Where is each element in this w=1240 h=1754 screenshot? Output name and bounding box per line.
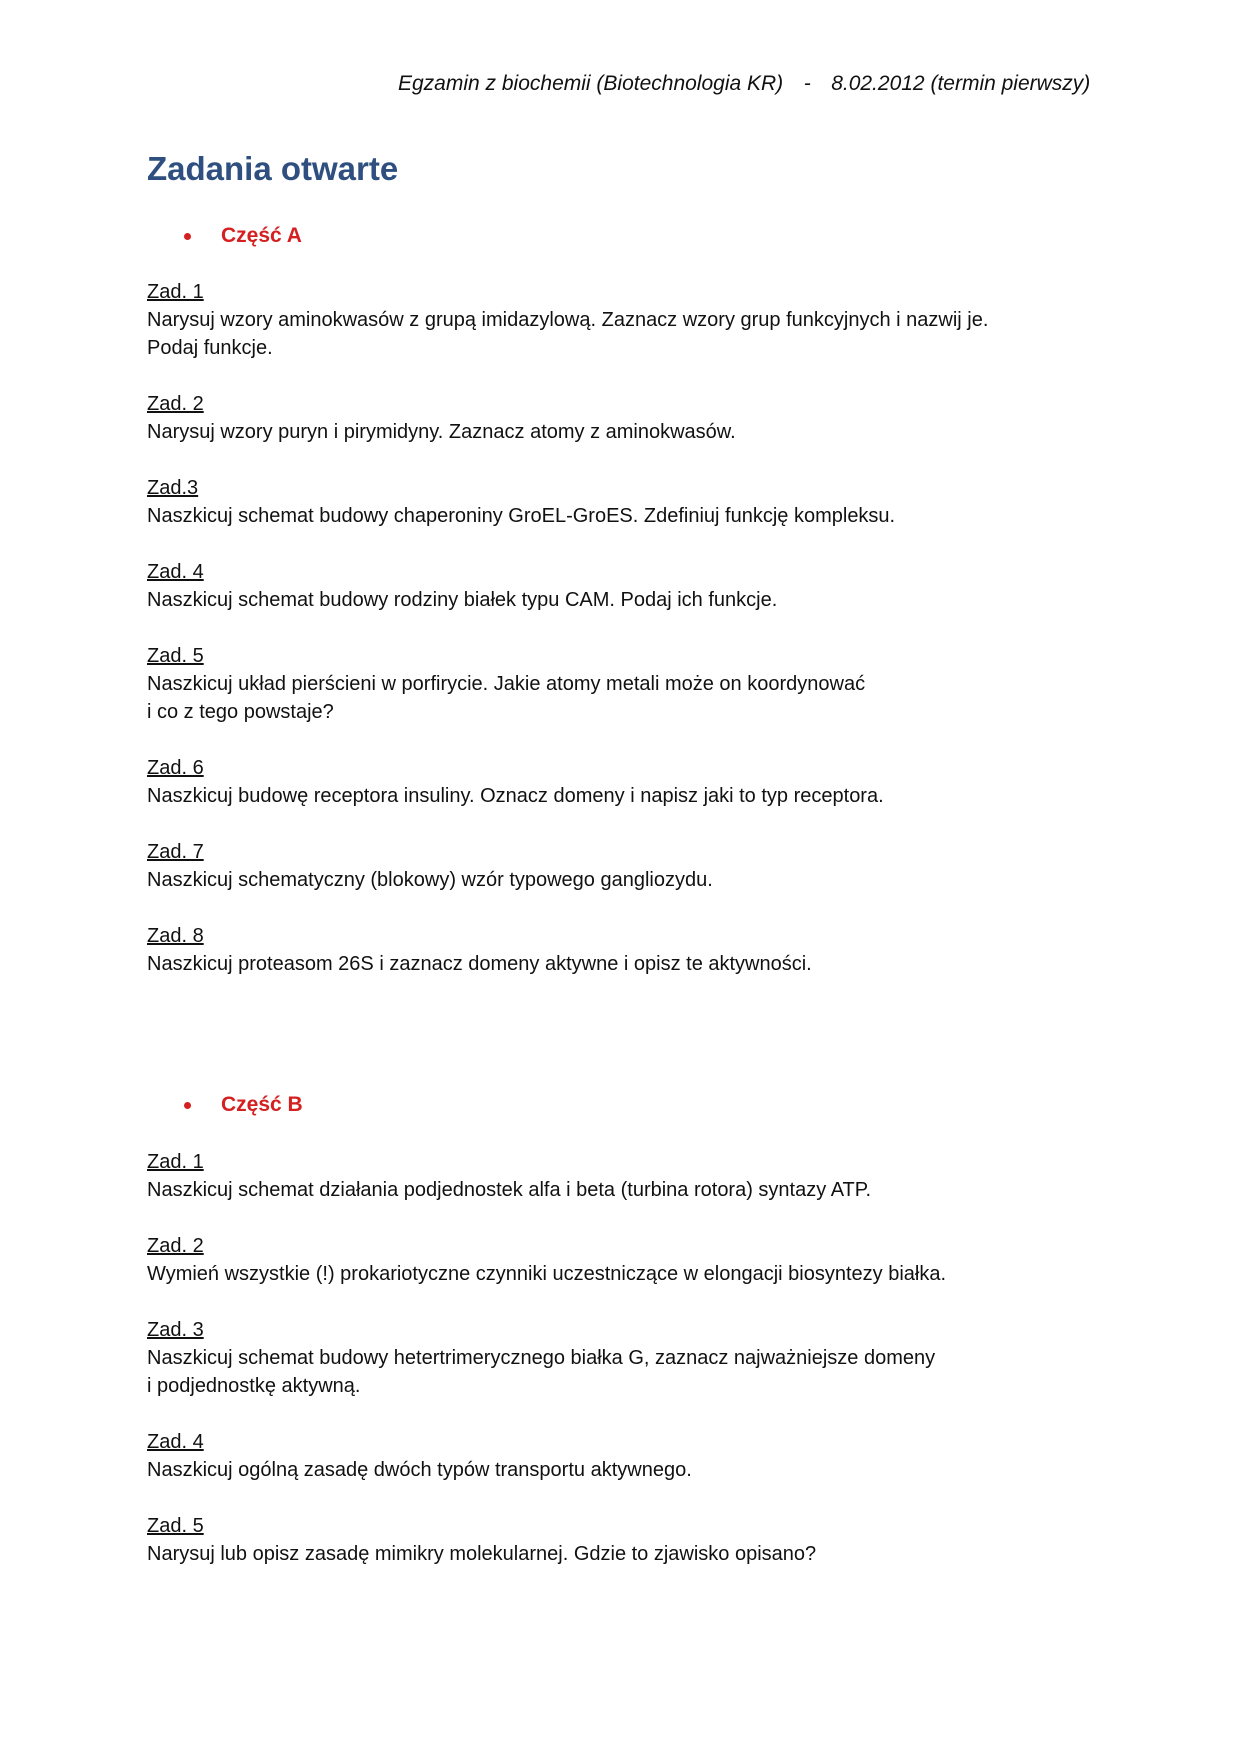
bullet-icon [184,1102,191,1109]
task-text: Naszkicuj układ pierścieni w porfirycie. Jakie atomy metali może on koordynować [147,673,866,695]
task-text: Narysuj lub opisz zasadę mimikry molekularnej. Gdzie to zjawisko opisano? [147,1543,817,1565]
task-text: i podjednostkę aktywną. [147,1375,361,1397]
section-heading-label: Część A [221,224,302,247]
task-a6 [147,754,1147,810]
task-text: Naszkicuj schemat działania podjednostek alfa i beta (turbina rotora) syntazy ATP. [147,1179,872,1201]
task-number: Zad. 2 [147,1235,204,1257]
task-text: Wymień wszystkie (!) prokariotyczne czynniki uczestniczące w elongacji biosyntezy białka. [147,1263,947,1285]
page-header [398,72,1098,96]
header-exam-date: 8.02.2012 (termin pierwszy) [831,72,1091,95]
task-text: Naszkicuj schemat budowy hetertrimerycznego białka G, zaznacz najważniejsze domeny [147,1347,936,1369]
task-number: Zad. 7 [147,841,204,863]
task-a3 [147,474,1147,530]
bullet-icon [184,233,191,240]
task-text: Naszkicuj schemat budowy rodziny białek typu CAM. Podaj ich funkcje. [147,589,778,611]
header-exam-title: Egzamin z biochemii (Biotechnologia KR) [398,72,784,95]
task-number: Zad. 3 [147,1319,204,1341]
task-text: Narysuj wzory aminokwasów z grupą imidazylową. Zaznacz wzory grup funkcyjnych i nazwij je. [147,309,989,331]
task-text: Narysuj wzory puryn i pirymidyny. Zaznacz atomy z aminokwasów. [147,421,736,443]
task-number: Zad.3 [147,477,199,499]
task-b3 [147,1316,1147,1400]
task-number: Zad. 1 [147,281,204,303]
task-a8 [147,922,1147,978]
task-number: Zad. 6 [147,757,204,779]
section-heading-b [184,1093,303,1117]
task-text: Naszkicuj budowę receptora insuliny. Oznacz domeny i napisz jaki to typ receptora. [147,785,884,807]
task-b2 [147,1232,1147,1288]
task-a5 [147,642,1147,726]
task-b4 [147,1428,1147,1484]
task-number: Zad. 1 [147,1151,204,1173]
task-text: Naszkicuj schematyczny (blokowy) wzór typowego gangliozydu. [147,869,713,891]
task-number: Zad. 2 [147,393,204,415]
task-b5 [147,1512,1147,1568]
task-number: Zad. 8 [147,925,204,947]
task-a4 [147,558,1147,614]
section-heading-label: Część B [221,1093,303,1116]
section-heading-a [184,224,302,248]
task-text: Naszkicuj schemat budowy chaperoniny GroEL-GroES. Zdefiniuj funkcję kompleksu. [147,505,896,527]
task-text: Naszkicuj proteasom 26S i zaznacz domeny aktywne i opisz te aktywności. [147,953,812,975]
task-text: Naszkicuj ogólną zasadę dwóch typów transportu aktywnego. [147,1459,692,1481]
task-number: Zad. 4 [147,1431,204,1453]
task-text: i co z tego powstaje? [147,701,334,723]
task-a7 [147,838,1147,894]
task-text: Podaj funkcje. [147,337,273,359]
task-a1 [147,278,1147,362]
task-number: Zad. 5 [147,1515,204,1537]
task-a2 [147,390,1147,446]
page-title: Zadania otwarte [147,150,399,187]
task-number: Zad. 4 [147,561,204,583]
header-separator: - [803,72,811,95]
task-number: Zad. 5 [147,645,204,667]
task-b1 [147,1148,1147,1204]
